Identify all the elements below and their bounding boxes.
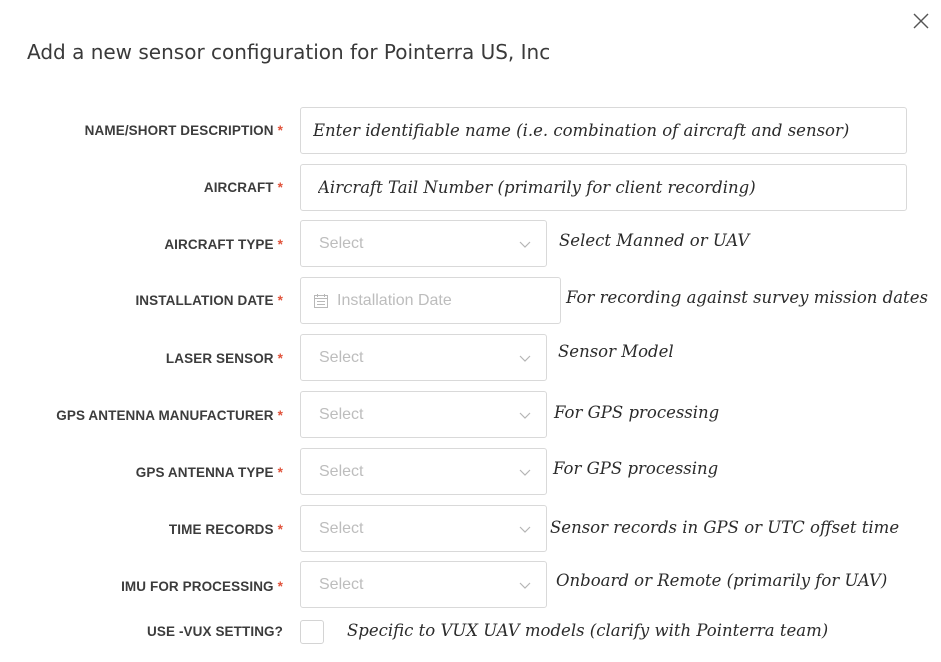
installation-date-placeholder: Installation Date <box>337 291 452 309</box>
time-records-hint: Sensor records in GPS or UTC offset time <box>550 518 900 537</box>
gps-antenna-manufacturer-value: Select <box>319 405 364 423</box>
required-marker: * <box>277 408 283 423</box>
installation-date-label: INSTALLATION DATE * <box>135 293 283 308</box>
required-marker: * <box>277 293 283 308</box>
required-marker: * <box>277 522 283 537</box>
calendar-icon <box>313 293 329 309</box>
time-records-select[interactable] <box>300 505 547 552</box>
name-label: NAME/SHORT DESCRIPTION * <box>84 123 283 138</box>
required-marker: * <box>277 351 283 366</box>
laser-sensor-value: Select <box>319 348 364 366</box>
use-vux-setting-hint: Specific to VUX UAV models (clarify with Pointerra team) <box>347 621 829 640</box>
chevron-down-icon <box>518 237 532 251</box>
close-button[interactable] <box>910 10 932 32</box>
aircraft-type-value: Select <box>319 234 364 252</box>
required-marker: * <box>277 123 283 138</box>
time-records-value: Select <box>319 519 364 537</box>
imu-for-processing-hint: Onboard or Remote (primarily for UAV) <box>556 571 888 590</box>
gps-antenna-type-hint: For GPS processing <box>553 459 719 478</box>
imu-for-processing-select[interactable] <box>300 561 547 608</box>
close-icon <box>910 10 932 32</box>
gps-antenna-manufacturer-select[interactable] <box>300 391 547 438</box>
gps-antenna-type-value: Select <box>319 462 364 480</box>
name-input[interactable] <box>300 107 907 154</box>
installation-date-hint: For recording against survey mission dates <box>566 288 928 307</box>
gps-antenna-type-select[interactable] <box>300 448 547 495</box>
aircraft-label: AIRCRAFT * <box>203 180 283 195</box>
laser-sensor-label: LASER SENSOR * <box>165 351 283 366</box>
required-marker: * <box>277 579 283 594</box>
aircraft-type-label: AIRCRAFT TYPE * <box>164 237 283 252</box>
chevron-down-icon <box>518 465 532 479</box>
aircraft-type-select[interactable] <box>300 220 547 267</box>
required-marker: * <box>277 465 283 480</box>
imu-for-processing-value: Select <box>319 575 364 593</box>
time-records-label: TIME RECORDS * <box>168 522 283 537</box>
aircraft-type-hint: Select Manned or UAV <box>559 231 750 250</box>
dialog-title: Add a new sensor configuration for Pointerra US, Inc <box>27 40 551 64</box>
chevron-down-icon <box>518 578 532 592</box>
gps-antenna-manufacturer-label: GPS ANTENNA MANUFACTURER * <box>56 408 283 423</box>
chevron-down-icon <box>518 522 532 536</box>
gps-antenna-type-label: GPS ANTENNA TYPE * <box>135 465 283 480</box>
aircraft-input[interactable] <box>300 164 907 211</box>
use-vux-setting-label: USE -VUX SETTING? <box>147 624 283 639</box>
imu-for-processing-label: IMU FOR PROCESSING * <box>121 579 283 594</box>
laser-sensor-hint: Sensor Model <box>558 342 674 361</box>
gps-antenna-manufacturer-hint: For GPS processing <box>554 403 720 422</box>
required-marker: * <box>277 180 283 195</box>
chevron-down-icon <box>518 351 532 365</box>
chevron-down-icon <box>518 408 532 422</box>
installation-date-input[interactable] <box>300 277 561 324</box>
use-vux-setting-checkbox[interactable] <box>300 620 324 644</box>
laser-sensor-select[interactable] <box>300 334 547 381</box>
required-marker: * <box>277 237 283 252</box>
